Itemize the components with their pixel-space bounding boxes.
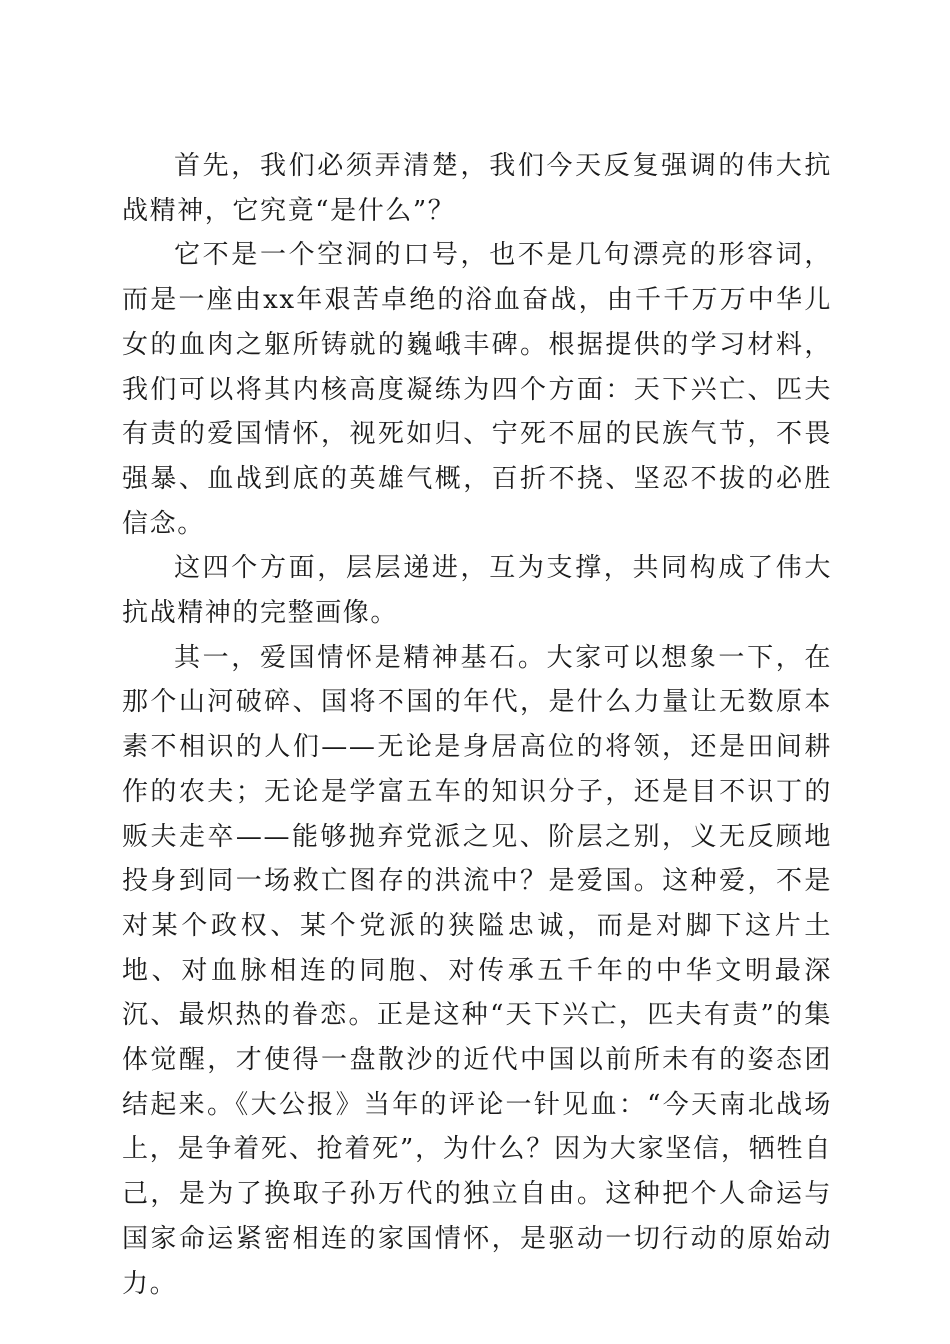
paragraph-3: 这四个方面，层层递进，互为支撑，共同构成了伟大抗战精神的完整画像。 [122, 553, 832, 629]
paragraph-4: 其一，爱国情怀是精神基石。大家可以想象一下，在那个山河破碎、国将不国的年代，是什么力量让无数原本素不相识的人们——无论是身居高位的将领，还是田间耕作的农夫；无论是学富五车的知识分子，还是目不识丁的贩夫走卒——能够抛弃党派之见、阶层之别，义无反顾地投身到同一场救亡图存的洪流中？是爱国。这种爱，不是对某个政权、某个党派的狭隘忠诚，而是对脚下这片土地、对血脉相连的同胞、对传承五千年的中华文明最深沉、最炽热的眷恋。正是这种“天下兴亡，匹夫有责”的集体觉醒，才使得一盘散沙的近代中国以前所未有的姿态团结起来。《大公报》当年的评论一针见血：“今天南北战场上，是争着死、抢着死”，为什么？因为大家坚信，牺牲自己，是为了换取子孙万代的独立自由。这种把个人命运与国家命运紧密相连的家国情怀，是驱动一切行动的原始动力。 [122, 642, 832, 1299]
paragraph-2: 它不是一个空洞的口号，也不是几句漂亮的形容词，而是一座由xx年艰苦卓绝的浴血奋战，由千千万万中华儿女的血肉之躯所铸就的巍峨丰碑。根据提供的学习材料，我们可以将其内核高度凝练为四个方面：天下兴亡、匹夫有责的爱国情怀，视死如归、宁死不屈的民族气节，不畏强暴、血战到底的英雄气概，百折不挠、坚忍不拔的必胜信念。 [122, 240, 832, 539]
document-body [122, 144, 832, 1306]
paragraph-1: 首先，我们必须弄清楚，我们今天反复强调的伟大抗战精神，它究竟“是什么”？ [122, 151, 832, 226]
